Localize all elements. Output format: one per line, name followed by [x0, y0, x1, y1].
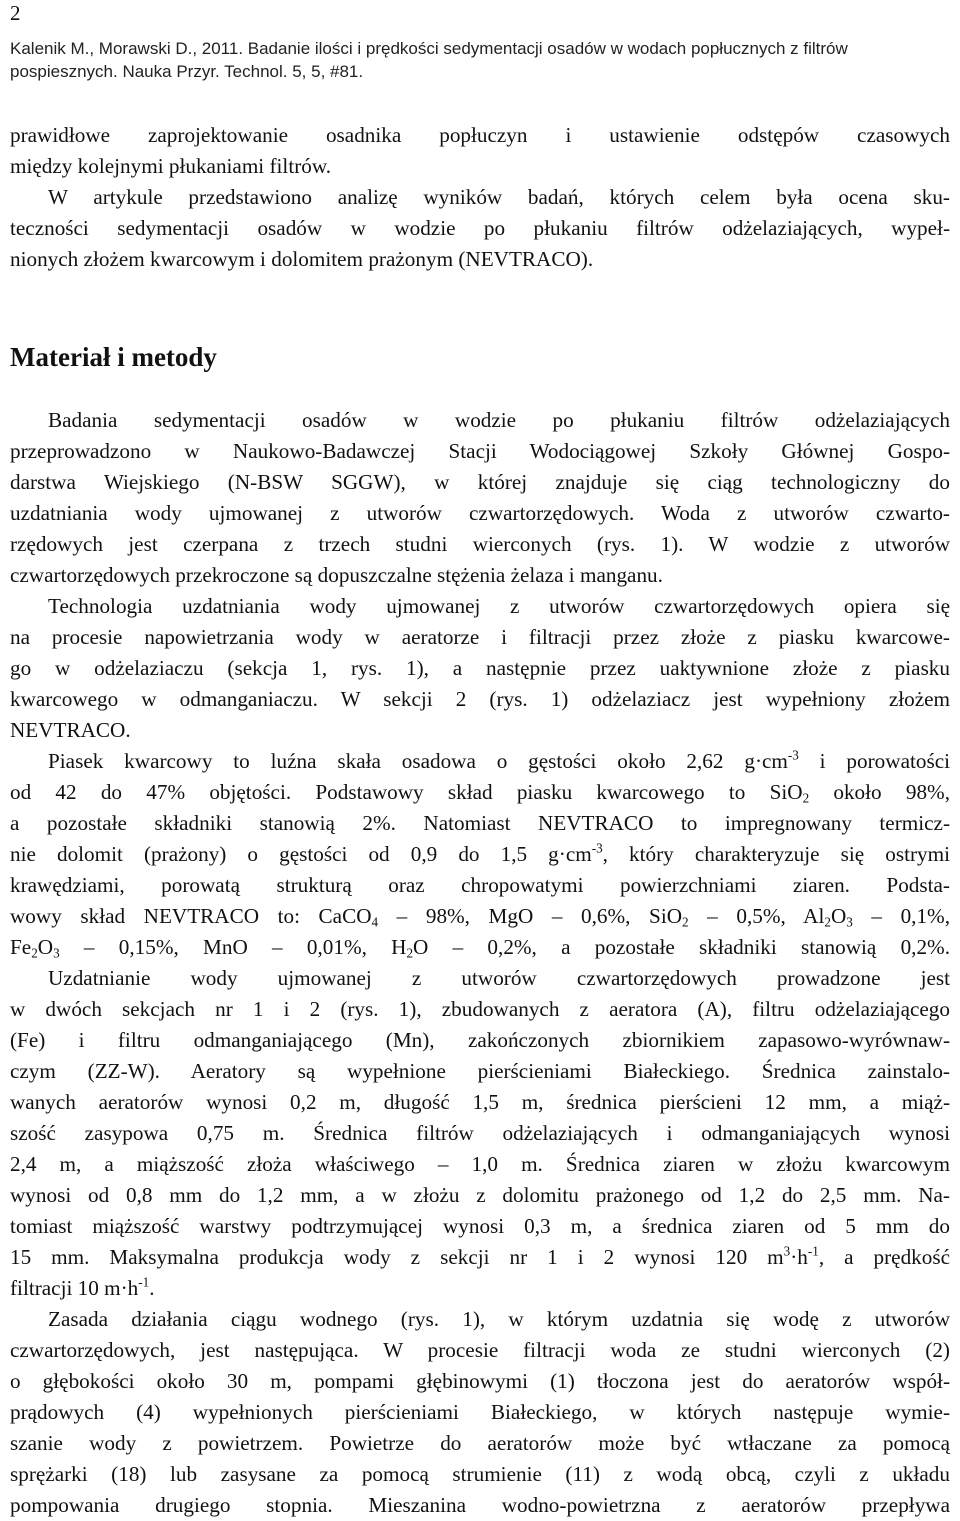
text-line: w dwóch sekcjach nr 1 i 2 (rys. 1), zbudowanych z aeratora (A), filtru odżelaziającego [10, 997, 950, 1021]
text-line: od 42 do 47% objętości. Podstawowy skład piasku kwarcowego to SiO$_2$ około 98%, [10, 780, 950, 806]
text-line: 15 mm. Maksymalna produkcja wody z sekcji nr 1 i 2 wynosi 120 $m^3\cdot h^{-1}$, a prędkość [10, 1243, 951, 1269]
text-line: $Fe_2O_3 - 0,15\%$, MnO – 0,01%, $H_2O - 0,2\%$, a pozostałe składniki stanowią 0,2%. [10, 935, 950, 961]
text-line: kwarcowego w odmanganiaczu. W sekcji 2 (rys. 1) odżelaziacz jest wypełniony złożem [10, 687, 950, 711]
text-line: teczności sedymentacji osadów w wodzie po płukaniu filtrów odżelaziających, wypeł- [10, 216, 950, 240]
section-heading: Materiał i metody [10, 342, 217, 372]
text-line: na procesie napowietrzania wody w aeratorze i filtracji przez złoże z piasku kwarcowe- [10, 625, 950, 649]
text-line: czym (ZZ-W). Aeratory są wypełnione pierścieniami Białeckiego. Średnica zainstalo- [10, 1059, 950, 1083]
citation-line: Kalenik M., Morawski D., 2011. Badanie ilości i prędkości sedymentacji osadów w wodach popłucznych z filtrów [10, 39, 848, 58]
text-line: wynosi od 0,8 mm do 1,2 mm, a w złożu z dolomitu prażonego od 1,2 do 2,5 mm. Na- [10, 1183, 950, 1207]
text-line: 2,4 m, a miąższość złoża właściwego – 1,0 m. Średnica ziaren w złożu kwarcowym [10, 1152, 950, 1176]
text-line: Uzdatnianie wody ujmowanej z utworów czwartorzędowych prowadzone jest [48, 966, 950, 990]
text-line: W artykule przedstawiono analizę wyników badań, których celem była ocena sku- [48, 185, 950, 209]
text-line: krawędziami, porowatą strukturą oraz chropowatymi powierzchniami ziaren. Podsta- [10, 873, 950, 897]
text-line: go w odżelaziaczu (sekcja 1, rys. 1), a następnie przez uaktywnione złoże z piasku [10, 656, 950, 680]
text-line: darstwa Wiejskiego (N-BSW SGGW), w której znajduje się ciąg technologiczny do [10, 470, 950, 494]
citation-line: pospiesznych. Nauka Przyr. Technol. 5, 5, #81. [10, 62, 364, 81]
text-line: przeprowadzono w Naukowo-Badawczej Stacji Wodociągowej Szkoły Głównej Gospo- [10, 439, 950, 463]
text-line: nionych złożem kwarcowym i dolomitem prażonym (NEVTRACO). [10, 247, 594, 271]
text-line: między kolejnymi płukaniami filtrów. [10, 154, 332, 178]
text-line: uzdatniania wody ujmowanej z utworów czwartorzędowych. Woda z utworów czwarto- [10, 501, 950, 525]
citation-header [10, 37, 950, 83]
text-line: a pozostałe składniki stanowią 2%. Natomiast NEVTRACO to impregnowany termicz- [10, 811, 950, 835]
text-line: szanie wody z powietrzem. Powietrze do aeratorów może być wtłaczane za pomocą [10, 1431, 950, 1455]
text-line: prądowych (4) wypełnionych pierścieniami Białeckiego, w których następuje wymie- [10, 1400, 950, 1424]
text-line: szość zasypowa 0,75 m. Średnica filtrów odżelaziających i odmanganiających wynosi [10, 1121, 950, 1145]
text-line: nie dolomit (prażony) o gęstości od 0,9 do 1,5 $g\cdot cm^{-3}$, który charakteryzuje się ostrymi [10, 840, 951, 866]
text-line: tomiast miąższość warstwy podtrzymującej wynosi 0,3 m, a średnica ziaren od 5 mm do [10, 1214, 950, 1238]
text-line: filtracji 10 $m\cdot h^{-1}$. [10, 1274, 155, 1300]
text-line: Zasada działania ciągu wodnego (rys. 1), w którym uzdatnia się wodę z utworów [48, 1307, 950, 1331]
text-line: Badania sedymentacji osadów w wodzie po płukaniu filtrów odżelaziających [48, 408, 950, 432]
text-line: (Fe) i filtru odmanganiającego (Mn), zakończonych zbiornikiem zapasowo-wyrównaw- [10, 1028, 950, 1052]
text-line: pompowania drugiego stopnia. Mieszanina wodno-powietrzna z aeratorów przepływa [10, 1493, 950, 1517]
text-line: rzędowych jest czerpana z trzech studni wierconych (rys. 1). W wodzie z utworów [10, 532, 950, 556]
intro-paragraph [10, 120, 950, 275]
text-line: wanych aeratorów wynosi 0,2 m, długość 1,5 m, średnica pierścieni 12 mm, a miąż- [10, 1090, 950, 1114]
text-line: czwartorzędowych przekroczone są dopuszczalne stężenia żelaza i manganu. [10, 563, 663, 587]
text-line: o głębokości około 30 m, pompami głębinowymi (1) tłoczona jest do aeratorów współ- [10, 1369, 950, 1393]
section-body [10, 405, 950, 1521]
text-line: Technologia uzdatniania wody ujmowanej z utworów czwartorzędowych opiera się [48, 594, 950, 618]
text-line: Piasek kwarcowy to luźna skała osadowa o gęstości około 2,62 $g\cdot cm^{-3}$ i porowatości [48, 747, 950, 773]
text-line: NEVTRACO. [10, 718, 131, 742]
text-line: prawidłowe zaprojektowanie osadnika popłuczyn i ustawienie odstępów czasowych [10, 123, 950, 147]
text-line: czwartorzędowych, jest następująca. W procesie filtracji woda ze studni wierconych (2) [10, 1338, 950, 1362]
page-number: 2 [10, 1, 21, 25]
text-line: sprężarki (18) lub zasysane za pomocą strumienie (11) z wodą obcą, czyli z układu [10, 1462, 950, 1486]
text-line: wowy skład NEVTRACO to: CaCO$_4$ – 98%, MgO – 0,6%, SiO$_2$ – 0,5%, $Al_2O_3 - 0,1\%$, [10, 904, 950, 930]
